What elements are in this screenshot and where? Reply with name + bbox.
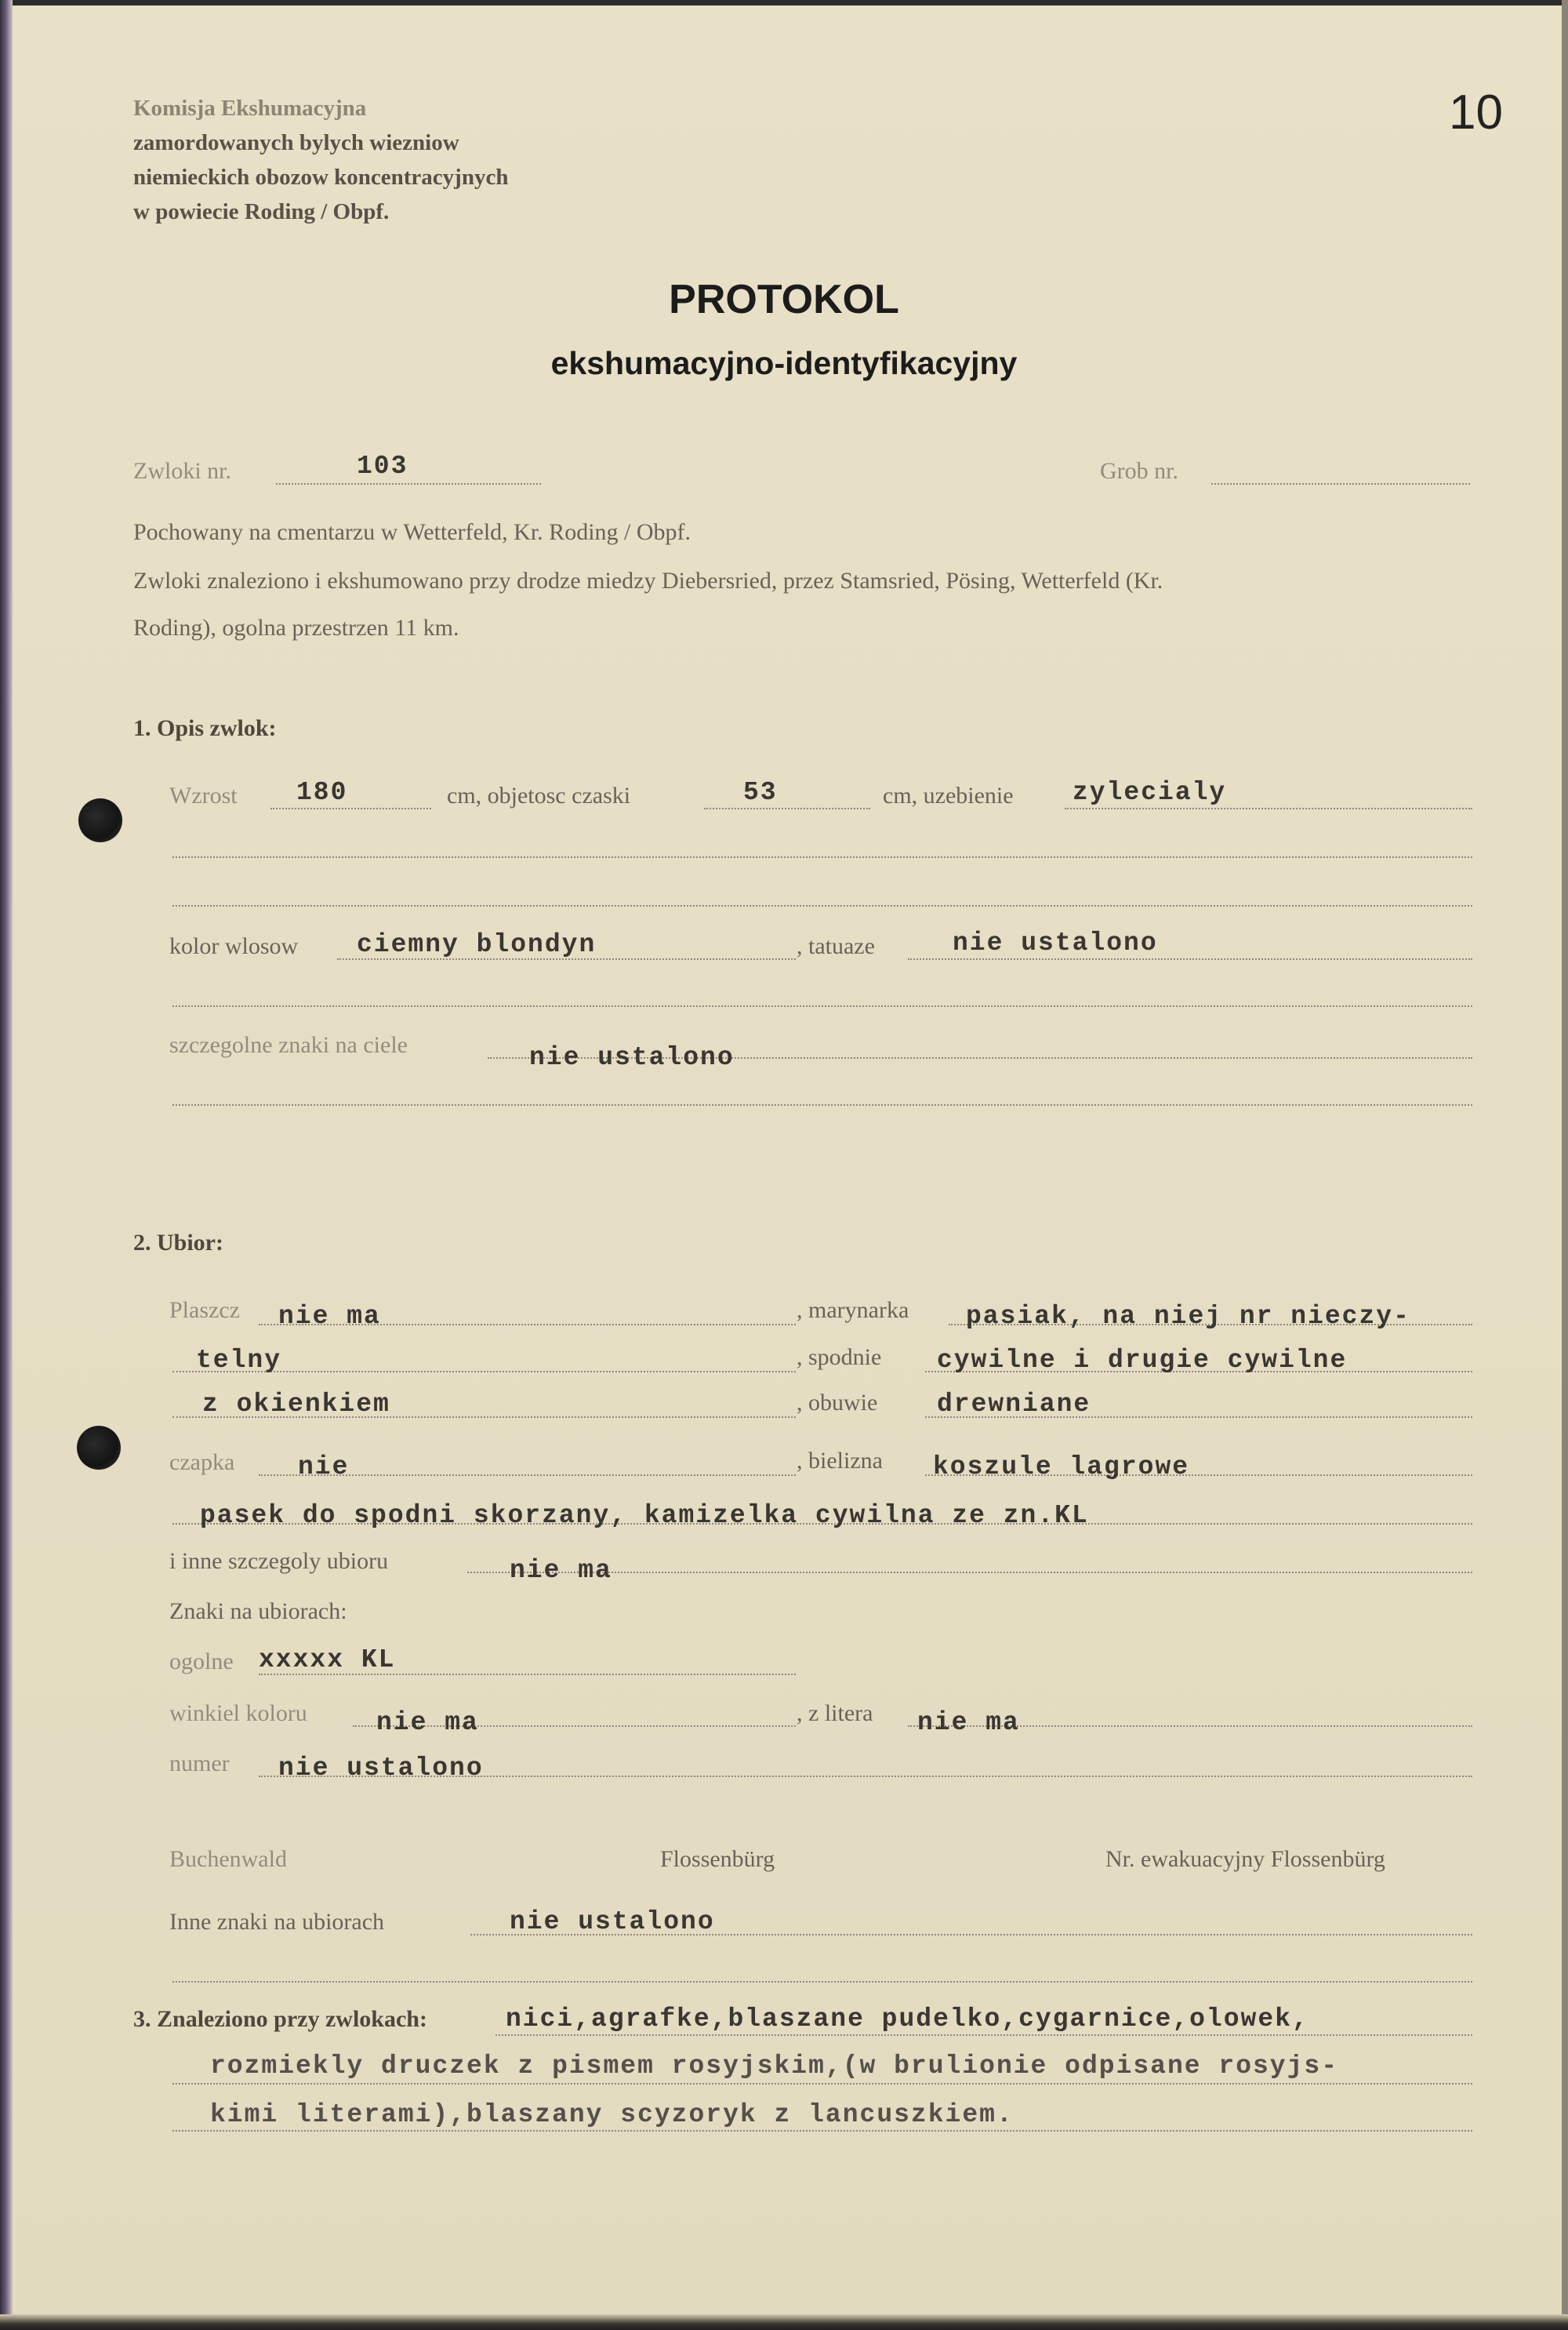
czaszka-value: 53 xyxy=(743,778,778,807)
header-line-2: zamordowanych bylych wiezniow xyxy=(133,130,459,155)
bielizna-value: koszule lagrowe xyxy=(933,1452,1190,1481)
spodnie-value: cywilne i drugie cywilne xyxy=(937,1346,1348,1375)
bielizna-label: , bielizna xyxy=(797,1448,883,1474)
grob-label: Grob nr. xyxy=(1100,458,1178,484)
blank-line xyxy=(172,856,1472,858)
znaleziono-line-3 xyxy=(172,2130,1472,2132)
plaszcz-label: Plaszcz xyxy=(169,1297,240,1323)
znaki-ciele-value: nie ustalono xyxy=(529,1043,735,1072)
intro-line-1: Pochowany na cmentarzu w Wetterfeld, Kr. Roding / Obpf. xyxy=(133,519,691,545)
page-title: PROTOKOL xyxy=(669,277,899,322)
tatuaze-value: nie ustalono xyxy=(953,929,1158,958)
ogolne-value: xxxxx KL xyxy=(259,1645,396,1674)
header-line-3: niemieckich obozow koncentracyjnych xyxy=(133,165,509,190)
znaleziono-value-1: nici,agrafke,blaszane pudelko,cygarnice,olowek, xyxy=(506,2005,1309,2034)
numer-value: nie ustalono xyxy=(278,1754,484,1783)
inne-znaki-value: nie ustalono xyxy=(510,1907,715,1936)
uzebienie-line xyxy=(1065,808,1472,809)
section-3-heading: 3. Znaleziono przy zwlokach: xyxy=(133,2006,427,2032)
wzrost-label: Wzrost xyxy=(169,783,238,809)
inne-szczegoly-label: i inne szczegoly ubioru xyxy=(169,1548,389,1574)
znaleziono-value-3: kimi literami),blaszany scyzoryk z lancuszkiem. xyxy=(210,2100,1014,2129)
spodnie-label: , spodnie xyxy=(797,1344,882,1370)
inne-szczegoly-line xyxy=(467,1572,1472,1573)
cm-uzebienie-label: cm, uzebienie xyxy=(883,783,1014,809)
kolor-value: ciemny blondyn xyxy=(357,930,597,959)
inne-znaki-label: Inne znaki na ubiorach xyxy=(169,1909,385,1935)
tatuaze-line xyxy=(908,958,1472,960)
znaki-ubiorach-label: Znaki na ubiorach: xyxy=(169,1598,347,1624)
czapka-label: czapka xyxy=(169,1449,235,1475)
scan-edge-bottom xyxy=(0,2314,1568,2330)
zwloki-value: 103 xyxy=(357,452,408,481)
obuwie-label: , obuwie xyxy=(797,1390,878,1416)
page-number: 10 xyxy=(1449,85,1503,140)
wzrost-value: 180 xyxy=(296,778,348,807)
scan-edge-top xyxy=(0,0,1568,5)
wzrost-line xyxy=(270,808,431,809)
spodnie-cont: z okienkiem xyxy=(202,1390,390,1419)
litera-value: nie ma xyxy=(917,1708,1020,1737)
kolor-label: kolor wlosow xyxy=(169,933,299,959)
znaleziono-line-1 xyxy=(495,2034,1472,2036)
header-line-1: Komisja Ekshumacyjna xyxy=(133,96,367,121)
intro-line-2: Zwloki znaleziono i ekshumowano przy drodze miedzy Diebersried, przez Stamsried, Pösing, Wetterfeld (Kr. xyxy=(133,568,1163,594)
inne-szczegoly-value: nie ma xyxy=(510,1556,612,1585)
obuwie-value: drewniane xyxy=(937,1390,1091,1419)
marynarka-label: , marynarka xyxy=(797,1297,909,1323)
ewakuacyjny-label: Nr. ewakuacyjny Flossenbürg xyxy=(1105,1846,1385,1872)
tatuaze-label: , tatuaze xyxy=(797,933,875,959)
czaszka-line xyxy=(704,808,870,809)
pasek-value: pasek do spodni skorzany, kamizelka cywilna ze zn.KL xyxy=(200,1501,1089,1530)
flossenburg-label: Flossenbürg xyxy=(660,1846,775,1872)
winkiel-value: nie ma xyxy=(376,1708,479,1737)
numer-label: numer xyxy=(169,1750,230,1776)
intro-line-3: Roding), ogolna przestrzen 11 km. xyxy=(133,615,459,641)
blank-line xyxy=(172,905,1472,907)
page-subtitle: ekshumacyjno-identyfikacyjny xyxy=(550,345,1018,381)
uzebienie-value: zylecialy xyxy=(1073,778,1227,807)
blank-line xyxy=(172,1981,1472,1983)
litera-label: , z litera xyxy=(797,1700,873,1726)
znaleziono-line-2 xyxy=(172,2083,1472,2085)
marynarka-cont: telny xyxy=(196,1346,282,1375)
punch-hole-icon xyxy=(78,798,122,842)
marynarka-value: pasiak, na niej nr nieczy- xyxy=(966,1302,1410,1331)
zwloki-line xyxy=(276,483,541,485)
punch-hole-icon xyxy=(77,1426,121,1470)
blank-line xyxy=(172,1005,1472,1007)
section-2-heading: 2. Ubior: xyxy=(133,1230,223,1256)
zwloki-label: Zwloki nr. xyxy=(133,458,231,484)
buchenwald-label: Buchenwald xyxy=(169,1846,287,1872)
cm-czaszka-label: cm, objetosc czaski xyxy=(447,783,631,809)
plaszcz-value: nie ma xyxy=(278,1302,381,1331)
header-line-4: w powiecie Roding / Obpf. xyxy=(133,199,390,224)
section-1-heading: 1. Opis zwlok: xyxy=(133,715,277,741)
blank-line xyxy=(172,1104,1472,1106)
znaki-ciele-label: szczegolne znaki na ciele xyxy=(169,1032,408,1058)
winkiel-label: winkiel koloru xyxy=(169,1700,307,1726)
znaleziono-value-2: rozmiekly druczek z pismem rosyjskim,(w brulionie odpisane rosyjs- xyxy=(210,2052,1339,2081)
grob-line xyxy=(1211,483,1470,485)
ogolne-label: ogolne xyxy=(169,1648,234,1674)
czapka-value: nie xyxy=(298,1452,350,1481)
